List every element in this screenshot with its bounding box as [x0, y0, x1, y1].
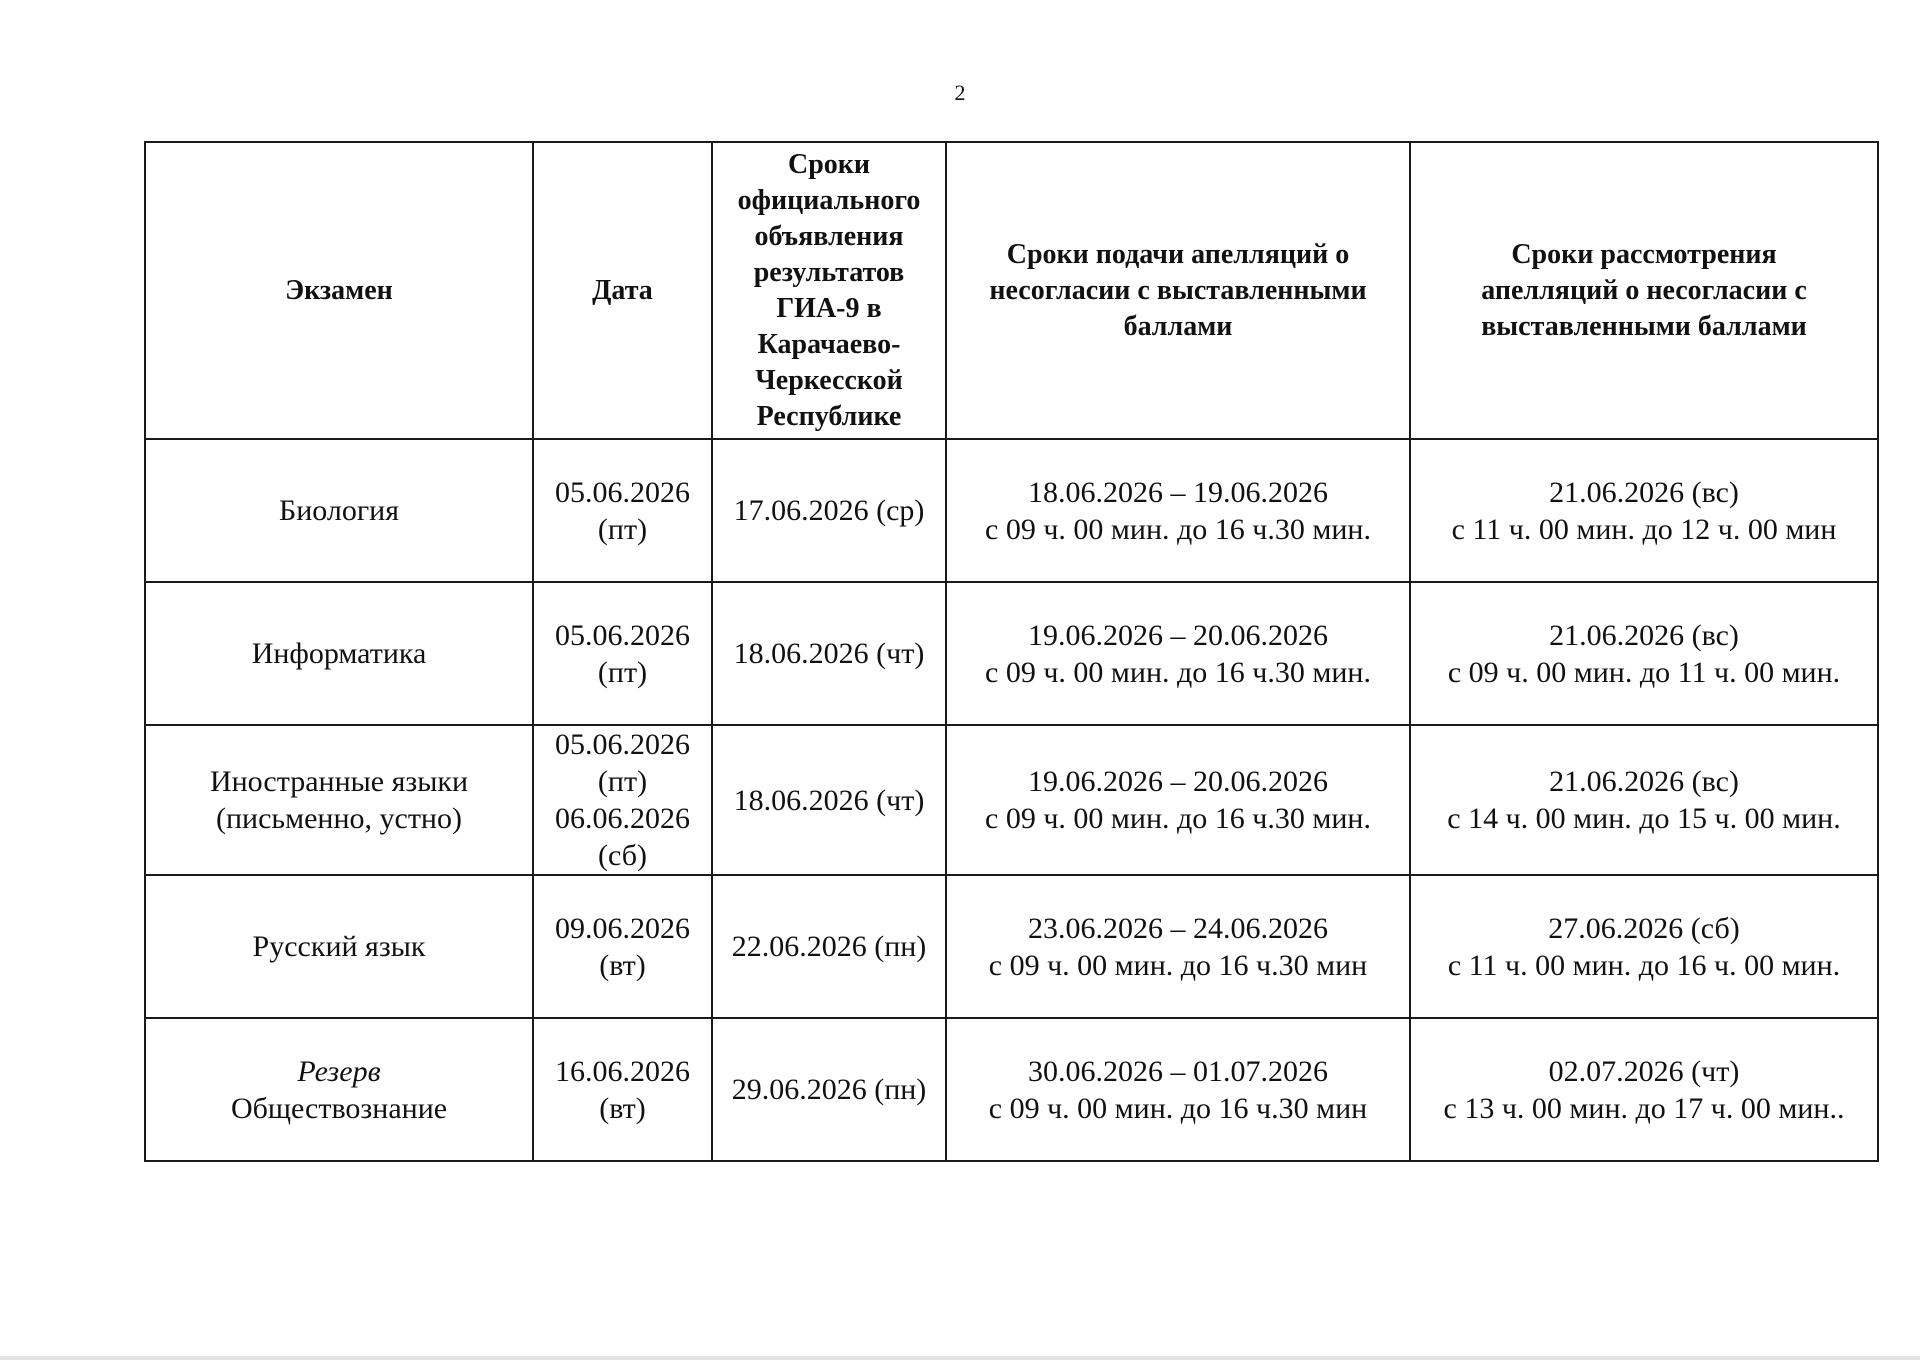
header-review-line: Сроки рассмотрения — [1511, 238, 1777, 270]
review-hours: с 09 ч. 00 мин. до 11 ч. 00 мин. — [1447, 655, 1841, 689]
submission-cell — [946, 1018, 1410, 1161]
exam-name: Информатика — [251, 637, 427, 670]
table-row — [145, 439, 1878, 582]
results-cell: 18.06.2026 (чт) — [712, 582, 946, 725]
exam-name: Биология — [278, 494, 399, 527]
results-cell: 17.06.2026 (ср) — [712, 439, 946, 582]
date-weekday: (пт) — [597, 512, 648, 546]
submission-hours: с 09 ч. 00 мин. до 16 ч.30 мин — [988, 1091, 1368, 1125]
review-cell — [1410, 439, 1878, 582]
date-weekday: (вт) — [599, 948, 646, 982]
review-hours: с 11 ч. 00 мин. до 12 ч. 00 мин — [1451, 512, 1837, 546]
review-date: 21.06.2026 (вс) — [1549, 618, 1739, 652]
header-results-line: результатов — [753, 256, 905, 288]
header-results — [712, 142, 946, 439]
results-cell: 18.06.2026 (чт) — [712, 725, 946, 875]
submission-cell — [946, 439, 1410, 582]
page-number: 2 — [954, 80, 966, 105]
date-weekday: (пт) — [597, 765, 648, 798]
date-cell — [533, 725, 712, 875]
review-date: 27.06.2026 (сб) — [1548, 911, 1740, 945]
table-row — [145, 582, 1878, 725]
submission-dates: 19.06.2026 – 20.06.2026 — [1028, 618, 1328, 652]
header-results-line: официального — [737, 184, 921, 216]
header-review-line: апелляций о несогласии с — [1481, 274, 1807, 306]
header-results-line: Черкесской — [755, 364, 903, 396]
header-results-line: Сроки — [787, 148, 871, 180]
header-results-line: объявления — [754, 220, 904, 252]
header-results-line: Карачаево- — [757, 328, 901, 360]
review-hours: с 13 ч. 00 мин. до 17 ч. 00 мин.. — [1443, 1091, 1845, 1125]
reserve-note: Резерв — [297, 1054, 381, 1088]
date-weekday: (пт) — [597, 655, 648, 689]
date-weekday: (сб) — [598, 839, 647, 872]
header-appeal-submission — [946, 142, 1410, 439]
exam-name: Обществознание — [230, 1091, 448, 1125]
review-cell — [1410, 725, 1878, 875]
header-submission-line: несогласии с выставленными — [989, 274, 1367, 306]
review-hours: с 11 ч. 00 мин. до 16 ч. 00 мин. — [1447, 948, 1841, 982]
date-weekday: (вт) — [599, 1091, 646, 1125]
date-value: 06.06.2026 — [555, 802, 690, 835]
submission-cell — [946, 875, 1410, 1018]
date-value: 05.06.2026 — [555, 475, 690, 509]
date-value: 05.06.2026 — [555, 618, 690, 652]
date-value: 05.06.2026 — [555, 728, 690, 761]
bottom-divider — [0, 1356, 1920, 1360]
date-cell — [533, 1018, 712, 1161]
review-date: 02.07.2026 (чт) — [1548, 1054, 1740, 1088]
header-appeal-review — [1410, 142, 1878, 439]
exam-cell — [145, 725, 533, 875]
submission-hours: с 09 ч. 00 мин. до 16 ч.30 мин — [988, 948, 1368, 982]
review-cell — [1410, 875, 1878, 1018]
header-review-line: выставленными баллами — [1481, 310, 1807, 342]
exam-name: Русский язык — [252, 930, 426, 963]
exam-cell — [145, 439, 533, 582]
date-cell — [533, 582, 712, 725]
submission-cell — [946, 582, 1410, 725]
review-cell — [1410, 1018, 1878, 1161]
header-submission-line: Сроки подачи апелляций о — [1006, 238, 1350, 270]
table-row — [145, 725, 1878, 875]
header-results-line: ГИА-9 в — [776, 292, 882, 324]
table-row — [145, 875, 1878, 1018]
review-date: 21.06.2026 (вс) — [1549, 765, 1739, 798]
date-cell — [533, 875, 712, 1018]
submission-dates: 19.06.2026 – 20.06.2026 — [1028, 765, 1328, 798]
header-submission-line: баллами — [1123, 310, 1233, 342]
submission-dates: 30.06.2026 – 01.07.2026 — [1028, 1054, 1328, 1088]
exam-name-detail: (письменно, устно) — [216, 802, 462, 835]
header-date: Дата — [533, 142, 712, 439]
review-cell — [1410, 582, 1878, 725]
date-cell — [533, 439, 712, 582]
exam-cell — [145, 875, 533, 1018]
exam-cell — [145, 582, 533, 725]
review-date: 21.06.2026 (вс) — [1549, 475, 1739, 509]
submission-dates: 18.06.2026 – 19.06.2026 — [1028, 475, 1328, 509]
submission-hours: с 09 ч. 00 мин. до 16 ч.30 мин. — [985, 512, 1371, 546]
submission-hours: с 09 ч. 00 мин. до 16 ч.30 мин. — [985, 802, 1371, 835]
results-cell: 29.06.2026 (пн) — [712, 1018, 946, 1161]
date-value: 16.06.2026 — [555, 1054, 690, 1088]
table-row — [145, 1018, 1878, 1161]
exam-cell — [145, 1018, 533, 1161]
header-exam: Экзамен — [145, 142, 533, 439]
header-results-line: Республике — [756, 400, 902, 432]
appeal-schedule-table — [144, 141, 1879, 1162]
submission-cell — [946, 725, 1410, 875]
table-header-row — [145, 142, 1878, 439]
results-cell: 22.06.2026 (пн) — [712, 875, 946, 1018]
submission-hours: с 09 ч. 00 мин. до 16 ч.30 мин. — [985, 655, 1371, 689]
exam-name: Иностранные языки — [209, 765, 469, 798]
date-value: 09.06.2026 — [555, 911, 690, 945]
review-hours: с 14 ч. 00 мин. до 15 ч. 00 мин. — [1447, 802, 1841, 835]
submission-dates: 23.06.2026 – 24.06.2026 — [1028, 911, 1328, 945]
